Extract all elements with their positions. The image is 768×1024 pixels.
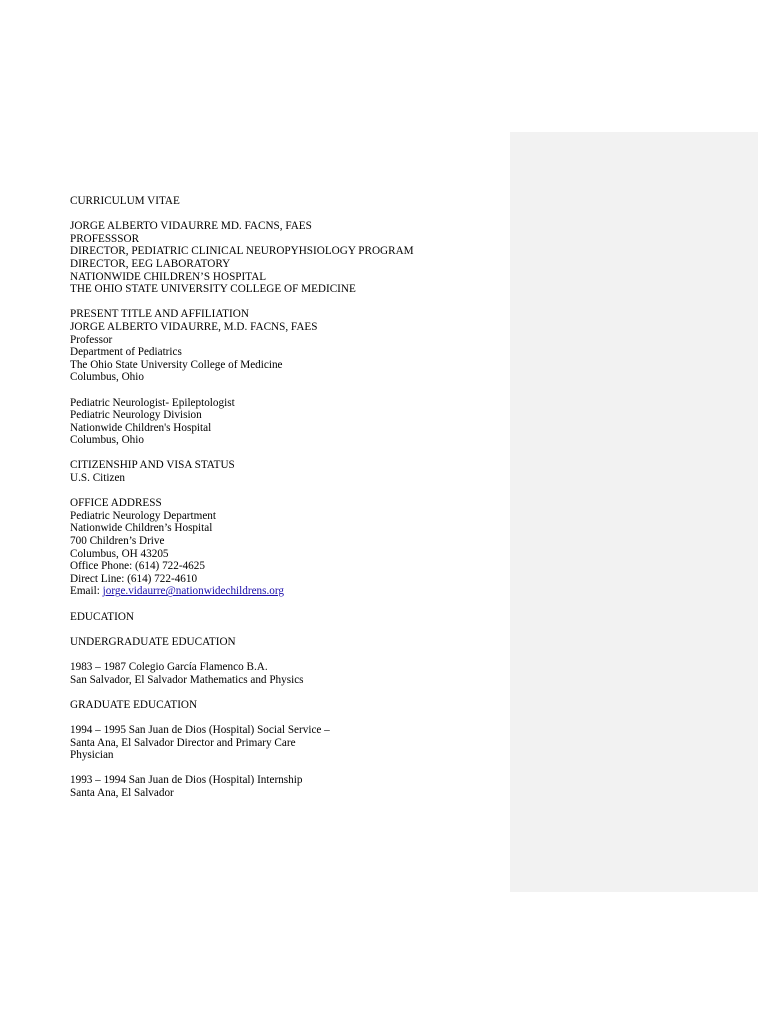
text-line: 1994 – 1995 San Juan de Dios (Hospital) Social Service – <box>70 723 330 736</box>
section-heading: UNDERGRADUATE EDUCATION <box>70 635 236 648</box>
title-line: NATIONWIDE CHILDREN’S HOSPITAL <box>70 270 267 283</box>
cv-heading: CURRICULUM VITAE <box>70 195 180 207</box>
text-line: Pediatric Neurology Department <box>70 509 217 522</box>
email-link[interactable]: jorge.vidaurre@nationwidechildrens.org <box>102 585 285 598</box>
email-line <box>70 585 500 598</box>
affiliation-section <box>70 397 500 447</box>
text-line: Physician <box>70 749 114 762</box>
office-address-section <box>70 497 500 598</box>
text-line: U.S. Citizen <box>70 472 126 485</box>
text-line: Columbus, Ohio <box>70 371 144 384</box>
citizenship-section <box>70 459 500 484</box>
text-line: 1993 – 1994 San Juan de Dios (Hospital) Internship <box>70 774 303 787</box>
text-line: Professor <box>70 333 113 346</box>
text-line: Direct Line: (614) 722-4610 <box>70 572 198 585</box>
cv-content <box>70 195 500 800</box>
name-line: JORGE ALBERTO VIDAURRE MD. FACNS, FAES <box>70 220 312 233</box>
title-line: THE OHIO STATE UNIVERSITY COLLEGE OF MEDICINE <box>70 283 356 296</box>
section-heading: OFFICE ADDRESS <box>70 497 162 510</box>
section-heading: GRADUATE EDUCATION <box>70 698 198 711</box>
title-line: DIRECTOR, PEDIATRIC CLINICAL NEUROPYHSIOLOGY PROGRAM <box>70 245 414 258</box>
text-line: Columbus, Ohio <box>70 434 144 447</box>
name-block <box>70 220 500 296</box>
text-line: 700 Children’s Drive <box>70 535 165 548</box>
section-heading: CITIZENSHIP AND VISA STATUS <box>70 459 235 472</box>
text-line: Santa Ana, El Salvador <box>70 786 174 799</box>
text-line: The Ohio State University College of Medicine <box>70 358 283 371</box>
email-label: Email: <box>70 585 103 598</box>
text-line: Pediatric Neurologist- Epileptologist <box>70 396 235 409</box>
title-line: DIRECTOR, EEG LABORATORY <box>70 257 231 270</box>
text-line: Nationwide Children’s Hospital <box>70 522 213 535</box>
text-line: Pediatric Neurology Division <box>70 409 202 422</box>
section-heading: EDUCATION <box>70 610 135 623</box>
text-line: Office Phone: (614) 722-4625 <box>70 560 205 573</box>
text-line: Santa Ana, El Salvador Director and Primary Care <box>70 736 296 749</box>
present-title-section <box>70 308 500 384</box>
comment-margin-pane <box>510 132 758 892</box>
text-line: San Salvador, El Salvador Mathematics and Physics <box>70 673 304 686</box>
title-line: PROFESSSOR <box>70 232 140 245</box>
text-line: 1983 – 1987 Colegio García Flamenco B.A. <box>70 660 268 673</box>
text-line: Department of Pediatrics <box>70 346 182 359</box>
text-line: Columbus, OH 43205 <box>70 547 169 560</box>
undergrad-section <box>70 636 500 686</box>
section-heading: PRESENT TITLE AND AFFILIATION <box>70 308 249 321</box>
text-line: Nationwide Children's Hospital <box>70 421 212 434</box>
graduate-section <box>70 699 500 800</box>
text-line: JORGE ALBERTO VIDAURRE, M.D. FACNS, FAES <box>70 320 318 333</box>
